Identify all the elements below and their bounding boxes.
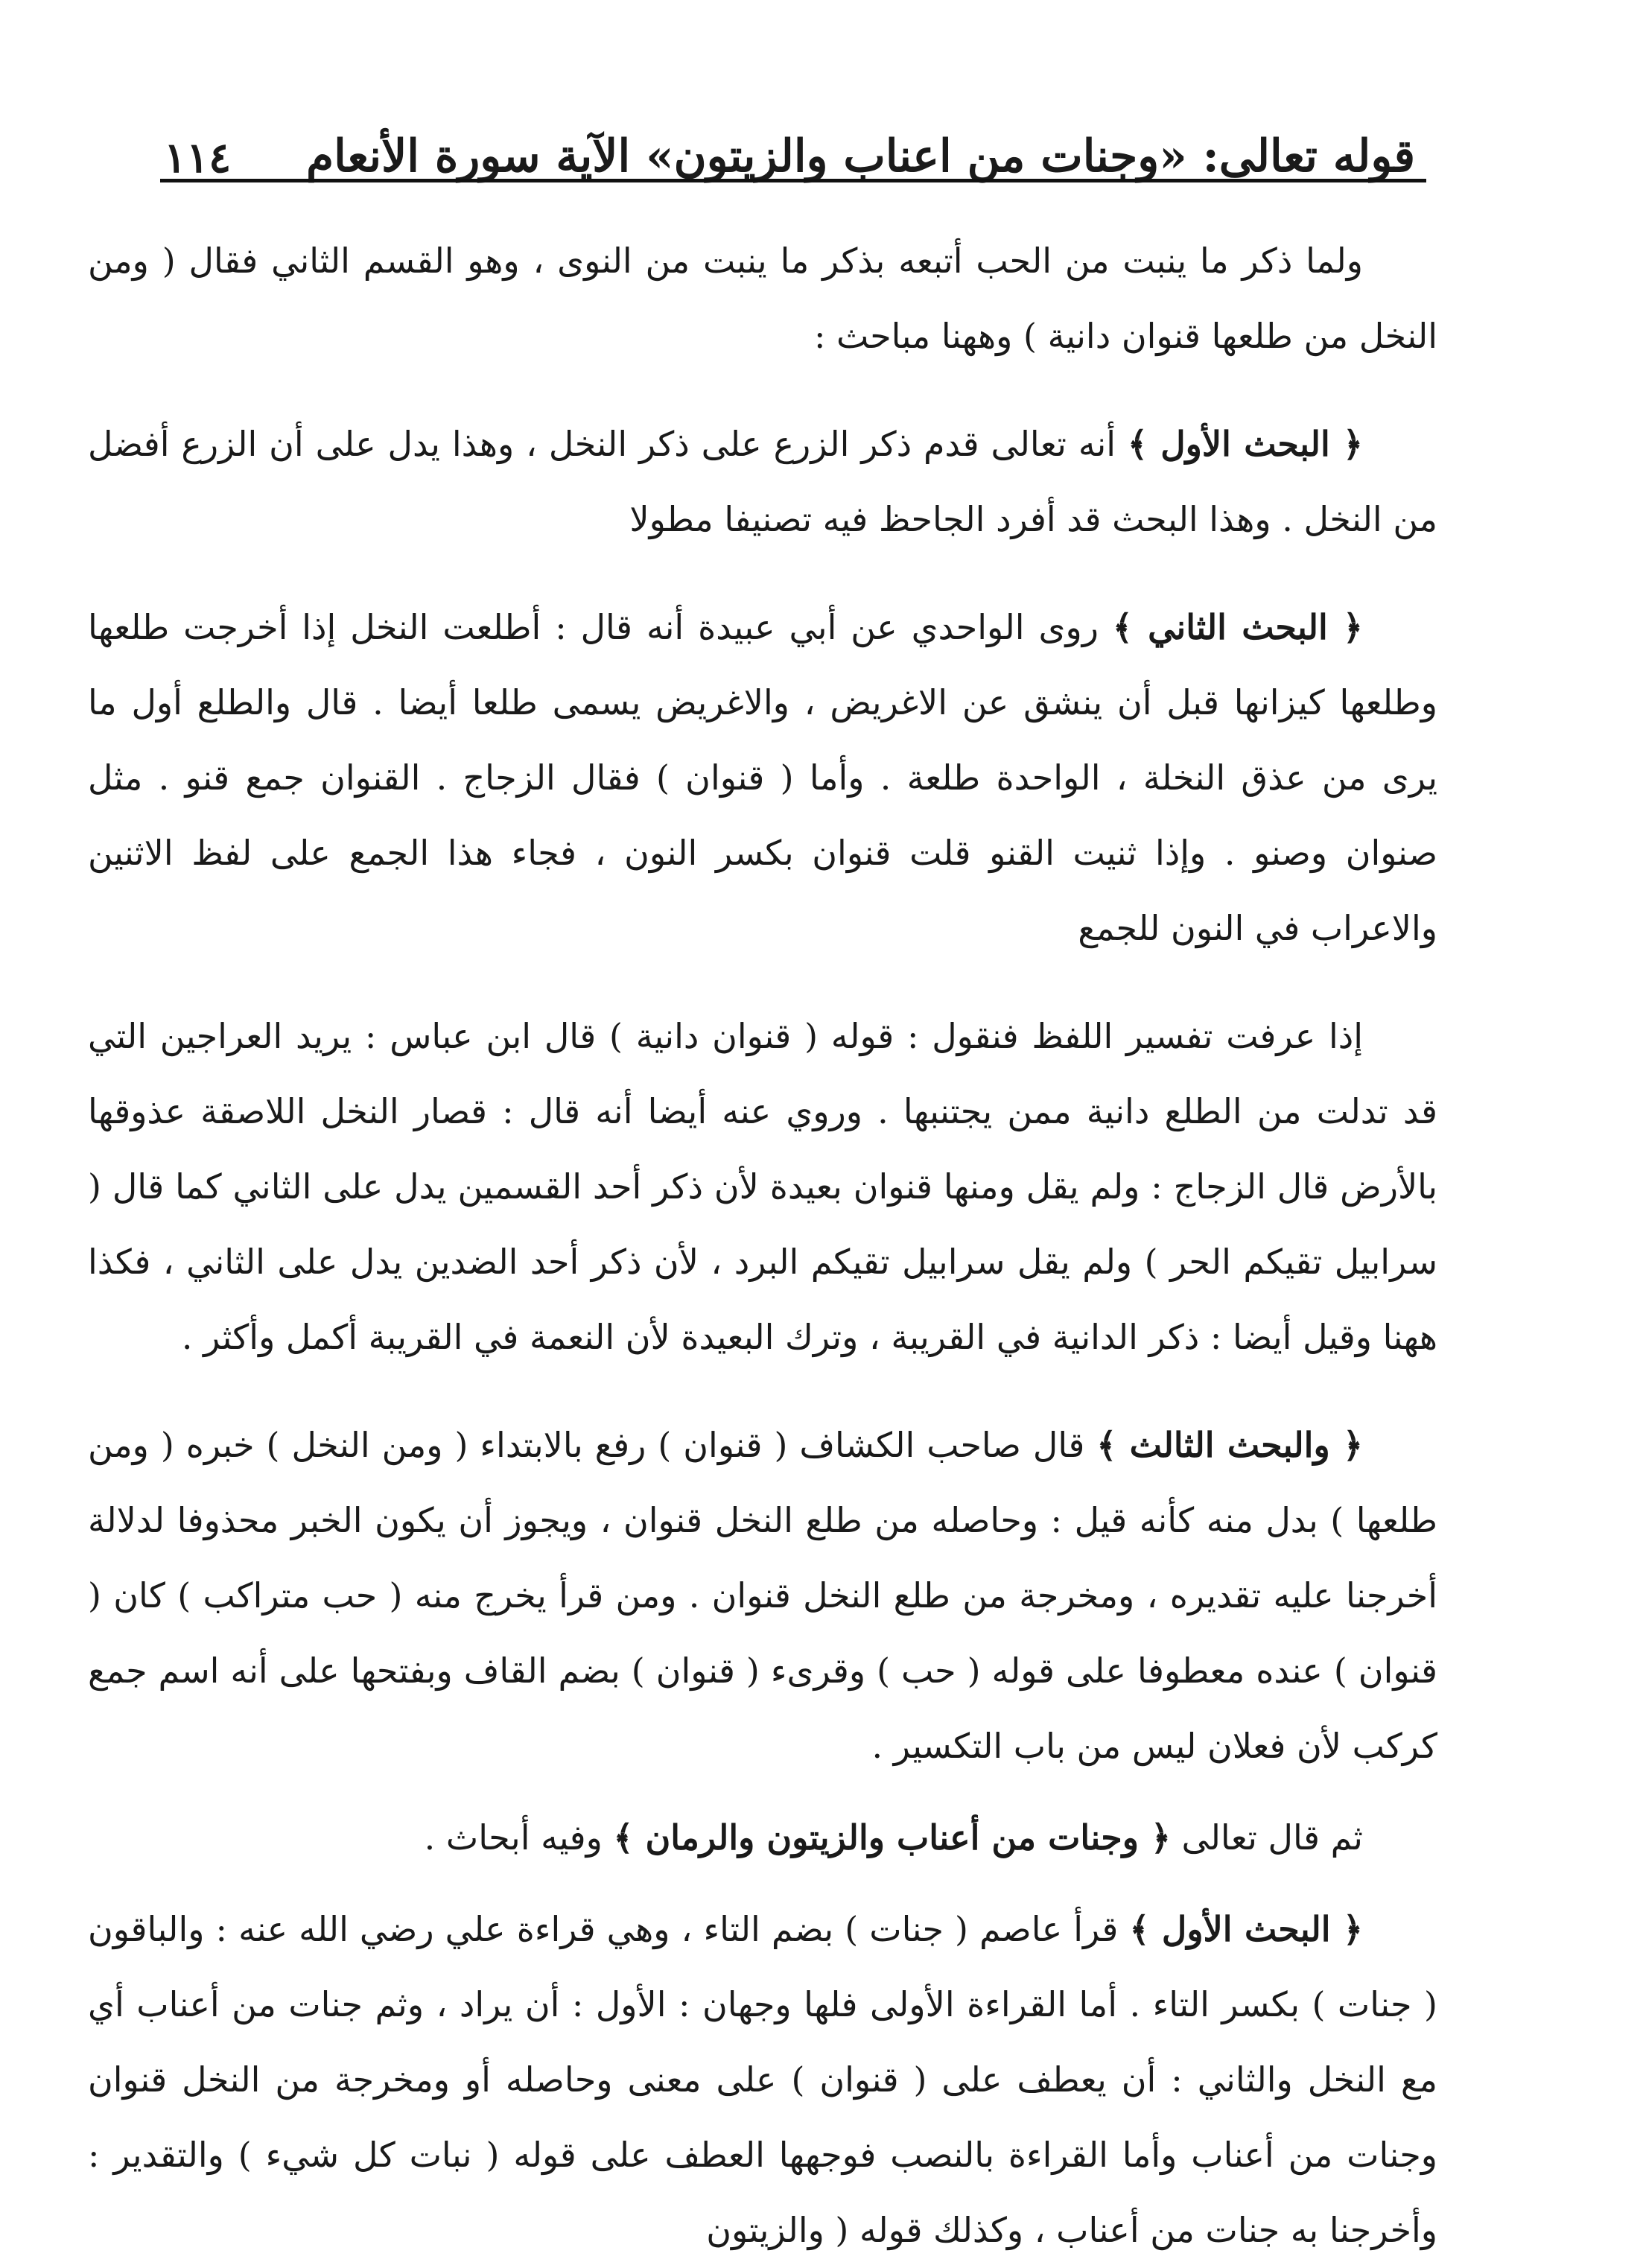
section-heading-4: ﴿ البحث الأول ﴾ <box>1129 1909 1363 1949</box>
paragraph-1 <box>88 223 1437 374</box>
page-number: ١١٤ <box>164 133 232 182</box>
paragraph-4 <box>88 999 1437 1375</box>
running-header <box>164 97 1415 182</box>
verse-quote: ﴿ وجنات من أعناب والزيتون والرمان ﴾ <box>613 1817 1171 1858</box>
paragraph-6-lead: ثم قال تعالى <box>1181 1817 1363 1858</box>
paragraph-4-text: إذا عرفت تفسير اللفظ فنقول : قوله ( قنوان دانية ) قال ابن عباس : يريد العراجين التي قد تدلت من الطلع دانية ممن يجتنبها . وروي عنه أيضا أنه قال : قصار النخل اللاصقة عذوقها بالأرض قال الزجاج : ولم يقل ومنها قنوان بعيدة لأن ذكر أحد القسمين يدل على الثاني كما قال ( سرابيل تقيكم الحر ) ولم يقل سرابيل تقيكم البرد ، لأن ذكر أحد الضدين يدل على الثاني ، فكذا ههنا وقيل أيضا : ذكر الدانية في القريبة ، وترك البعيدة لأن النعمة في القريبة أكمل وأكثر . <box>88 1016 1437 1357</box>
body-text <box>88 223 1437 2268</box>
section-heading-1: ﴿ البحث الأول ﴾ <box>1128 424 1364 464</box>
paragraph-5-text: قال صاحب الكشاف ( قنوان ) رفع بالابتداء ( ومن النخل ) خبره ( ومن طلعها ) بدل منه كأنه قيل : وحاصله من طلع النخل قنوان ، ويجوز أن يكون الخبر محذوفا لدلالة أخرجنا عليه تقديره ، ومخرجة من طلع النخل قنوان . ومن قرأ يخرج منه ( حب متراكب ) كان ( قنوان ) عنده معطوفا على قوله ( حب ) وقرىء ( قنوان ) بضم القاف وبفتحها على أنه اسم جمع كركب لأن فعلان ليس من باب التكسير . <box>88 1425 1437 1766</box>
paragraph-2 <box>88 407 1437 557</box>
paragraph-5 <box>88 1408 1437 1784</box>
paragraph-3 <box>88 590 1437 966</box>
paragraph-7-text: قرأ عاصم ( جنات ) بضم التاء ، وهي قراءة علي رضي الله عنه : والباقون ( جنات ) بكسر التاء . أما القراءة الأولى فلها وجهان : الأول : أن يراد ، وثم جنات من أعناب أي مع النخل والثاني : أن يعطف على ( قنوان ) على معنى وحاصله أو ومخرجة من النخل قنوان وجنات من أعناب وأما القراءة بالنصب فوجهها العطف على قوله ( نبات كل شيء ) والتقدير : وأخرجنا به جنات من أعناب ، وكذلك قوله ( والزيتون <box>88 1909 1437 2250</box>
section-heading-2: ﴿ البحث الثاني ﴾ <box>1112 607 1363 647</box>
paragraph-2-text: أنه تعالى قدم ذكر الزرع على ذكر النخل ، وهذا يدل على أن الزرع أفضل من النخل . وهذا البحث قد أفرد الجاحظ فيه تصنيفا مطولا <box>88 424 1437 539</box>
section-heading-3: ﴿ والبحث الثالث ﴾ <box>1096 1425 1363 1465</box>
paragraph-7 <box>88 1892 1437 2268</box>
header-title: قوله تعالى: «وجنات من اعناب والزيتون» الآية سورة الأنعام <box>306 130 1415 182</box>
paragraph-6-text: وفيه أبحاث . <box>424 1817 603 1858</box>
paragraph-6 <box>88 1800 1437 1875</box>
paragraph-1-text: ولما ذكر ما ينبت من الحب أتبعه بذكر ما ينبت من النوى ، وهو القسم الثاني فقال ( ومن النخل من طلعها قنوان دانية ) وههنا مباحث : <box>88 241 1437 356</box>
header-rule <box>160 179 1426 182</box>
paragraph-3-text: روى الواحدي عن أبي عبيدة أنه قال : أطلعت النخل إذا أخرجت طلعها وطلعها كيزانها قبل أن ينشق عن الاغريض ، والاغريض يسمى طلعا أيضا . قال والطلع أول ما يرى من عذق النخلة ، الواحدة طلعة . وأما ( قنوان ) فقال الزجاج . القنوان جمع قنو . مثل صنوان وصنو . وإذا ثنيت القنو قلت قنوان بكسر النون ، فجاء هذا الجمع على لفظ الاثنين والاعراب في النون للجمع <box>88 607 1437 948</box>
